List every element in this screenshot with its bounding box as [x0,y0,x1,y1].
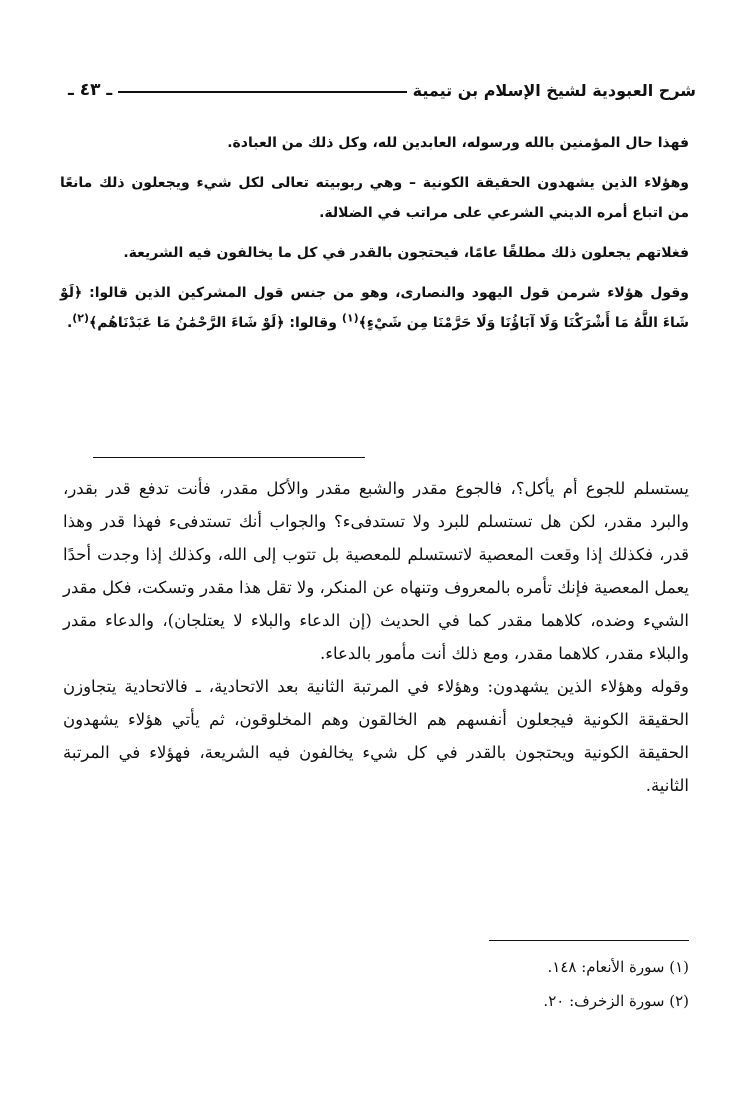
matn-text [60,128,689,348]
matn-text-segment: وقالوا: ﴿لَوْ شَاءَ الرَّحْمَٰنُ مَا عَبَدْنَاهُم﴾ [89,315,342,331]
sharh-paragraph: يستسلم للجوع أم يأكل؟، فالجوع مقدر والشبع مقدر والأكل مقدر، فأنت تدفع قدر بقدر، والبرد مقدر، لكن هل تستسلم للبرد ولا تستدفىء؟ والجواب أنك تستدفىء فهذا قدر وهذا قدر، فكذلك إذا وقعت المعصية لاتستسلم للمعصية بل تتوب إلى الله، وكذلك إذا وجدت أحدًا يعمل المعصية فإنك تأمره بالمعروف وتنهاه عن المنكر، ولا تقل هذا مقدر وتسكت، فكل مقدر الشيء وضده، كلاهما مقدر كما في الحديث (إن الدعاء والبلاء لا يعتلجان)، والدعاء مقدر والبلاء مقدر، كلاهما مقدر، ومع ذلك أنت مأمور بالدعاء. [63,479,689,663]
footnotes [300,950,689,1018]
page-number: ـ ٤٣ ـ [68,80,113,100]
header-title: شرح العبودية لشيخ الإسلام بن تيمية [412,81,696,100]
running-header [68,70,696,100]
footnote-divider [489,940,689,941]
footnote-marker: (٢) [72,311,90,325]
section-divider [93,457,365,458]
matn-paragraph: فهذا حال المؤمنين بالله ورسوله، العابدين لله، وكل ذلك من العبادة. [227,135,689,151]
footnote: (١) سورة الأنعام: ١٤٨. [547,958,689,976]
header-rule [118,91,406,93]
matn-text-segment: . [66,315,73,331]
matn-text-segment: وقول هؤلاء شرمن قول اليهود والنصارى، وهو من جنس قول المشركين الذين قالوا: ﴿لَوْ شَاءَ اللَّهُ مَا أَشْرَكْنَا وَلَا آبَاؤُنَا وَلَا حَرَّمْنَا مِن شَيْءٍ﴾ [60,285,689,331]
footnote-marker: (١) [341,311,359,325]
sharh-paragraph: وقوله وهؤلاء الذين يشهدون: وهؤلاء في المرتبة الثانية بعد الاتحادية، ـ فالاتحادية يتجاوزن الحقيقة الكونية فيجعلون أنفسهم هم الخالقون وهم المخلوقون، ثم يأتي هؤلاء يشهدون الحقيقة الكونية ويحتجون بالقدر في كل شيء يخالفون فيه الشريعة، فهؤلاء في المرتبة الثانية. [63,677,689,795]
matn-paragraph: وهؤلاء الذين يشهدون الحقيقة الكونية – وهي ربوبيته تعالى لكل شيء ويجعلون ذلك مانعًا من اتباع أمره الديني الشرعي على مراتب في الضلالة. [60,175,689,221]
sharh-text [63,472,689,802]
matn-paragraph: فغلاتهم يجعلون ذلك مطلقًا عامًا، فيحتجون بالقدر في كل ما يخالفون فيه الشريعة. [123,245,689,261]
footnote: (٢) سورة الزخرف: ٢٠. [543,992,689,1010]
matn-paragraph [60,278,689,338]
